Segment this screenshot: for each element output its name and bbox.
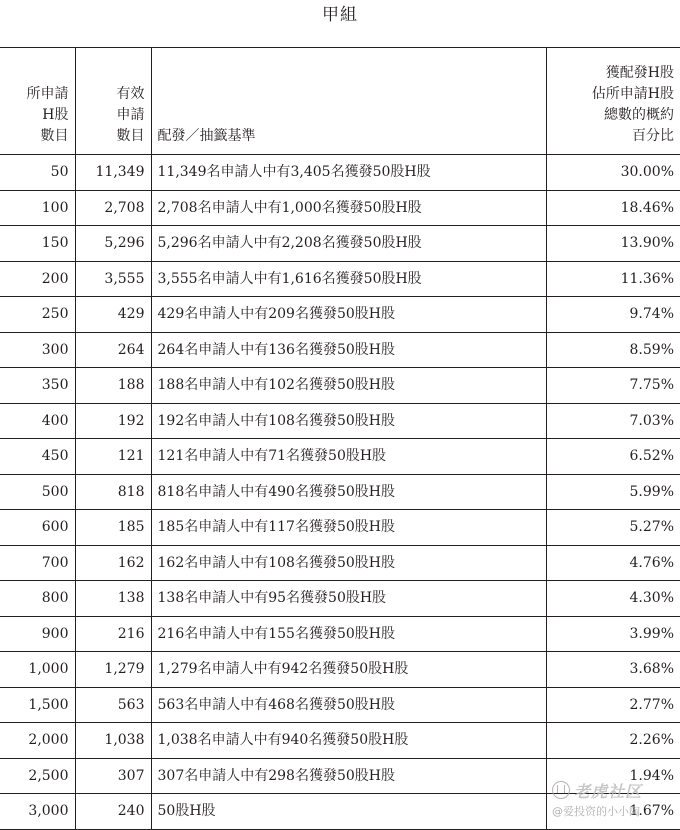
cell-allotment-percentage: 4.30% [546,581,680,617]
cell-shares-applied: 900 [0,616,75,652]
cell-allotment-basis: 138名申請人中有95名獲發50股H股 [151,581,546,617]
cell-allotment-basis: 5,296名申請人中有2,208名獲發50股H股 [151,226,546,262]
table-row [0,332,680,368]
cell-shares-applied: 600 [0,510,75,546]
allotment-table [0,47,680,830]
table-row [0,261,680,297]
table-row [0,510,680,546]
cell-valid-applications: 563 [75,687,151,723]
cell-allotment-percentage: 30.00% [546,155,680,191]
cell-allotment-percentage: 2.26% [546,723,680,759]
cell-valid-applications: 162 [75,545,151,581]
header-allotment-percentage: 獲配發H股 佔所申請H股 總數的概約 百分比 [546,48,680,155]
cell-allotment-basis: 264名申請人中有136名獲發50股H股 [151,332,546,368]
cell-shares-applied: 150 [0,226,75,262]
table-row [0,687,680,723]
cell-shares-applied: 1,500 [0,687,75,723]
cell-allotment-basis: 1,038名申請人中有940名獲發50股H股 [151,723,546,759]
cell-allotment-basis: 429名申請人中有209名獲發50股H股 [151,297,546,333]
cell-valid-applications: 1,279 [75,652,151,688]
cell-valid-applications: 429 [75,297,151,333]
cell-allotment-basis: 216名申請人中有155名獲發50股H股 [151,616,546,652]
table-row [0,723,680,759]
table-row [0,581,680,617]
watermark-user: @爱投资的小小陶 [552,805,640,818]
cell-shares-applied: 700 [0,545,75,581]
table-row [0,297,680,333]
watermark [552,779,670,819]
cell-allotment-percentage: 6.52% [546,439,680,475]
header-allotment-basis: 配發／抽籤基準 [151,48,546,155]
cell-allotment-percentage: 9.74% [546,297,680,333]
cell-allotment-percentage: 8.59% [546,332,680,368]
table-row [0,474,680,510]
cell-allotment-basis: 188名申請人中有102名獲發50股H股 [151,368,546,404]
header-valid-applications: 有效 申請 數目 [75,48,151,155]
table-title: 甲組 [322,5,358,25]
cell-shares-applied: 2,000 [0,723,75,759]
cell-shares-applied: 100 [0,190,75,226]
cell-shares-applied: 350 [0,368,75,404]
cell-valid-applications: 5,296 [75,226,151,262]
cell-allotment-percentage: 7.03% [546,403,680,439]
cell-allotment-percentage: 11.36% [546,261,680,297]
cell-valid-applications: 1,038 [75,723,151,759]
cell-valid-applications: 11,349 [75,155,151,191]
cell-allotment-percentage: 5.99% [546,474,680,510]
cell-allotment-percentage: 7.75% [546,368,680,404]
cell-allotment-percentage: 1.67% [546,794,680,830]
watermark-brand: 老虎社区 [574,782,643,801]
cell-allotment-percentage: 2.77% [546,687,680,723]
table-row [0,226,680,262]
cell-allotment-basis: 563名申請人中有468名獲發50股H股 [151,687,546,723]
table-row [0,616,680,652]
cell-shares-applied: 1,000 [0,652,75,688]
cell-valid-applications: 307 [75,758,151,794]
table-row [0,652,680,688]
table-row [0,155,680,191]
cell-allotment-basis: 50股H股 [151,794,546,830]
cell-allotment-percentage: 1.94% [546,758,680,794]
cell-allotment-basis: 1,279名申請人中有942名獲發50股H股 [151,652,546,688]
table-row [0,545,680,581]
cell-shares-applied: 200 [0,261,75,297]
cell-shares-applied: 400 [0,403,75,439]
cell-allotment-percentage: 18.46% [546,190,680,226]
table-header-row [0,48,680,155]
cell-valid-applications: 121 [75,439,151,475]
cell-allotment-percentage: 5.27% [546,510,680,546]
cell-allotment-percentage: 3.99% [546,616,680,652]
cell-valid-applications: 240 [75,794,151,830]
cell-allotment-basis: 3,555名申請人中有1,616名獲發50股H股 [151,261,546,297]
table-row [0,439,680,475]
cell-allotment-basis: 162名申請人中有108名獲發50股H股 [151,545,546,581]
header-shares-applied: 所申請 H股 數目 [0,48,75,155]
cell-allotment-basis: 192名申請人中有108名獲發50股H股 [151,403,546,439]
cell-allotment-basis: 185名申請人中有117名獲發50股H股 [151,510,546,546]
cell-valid-applications: 185 [75,510,151,546]
cell-valid-applications: 188 [75,368,151,404]
cell-valid-applications: 818 [75,474,151,510]
cell-allotment-basis: 11,349名申請人中有3,405名獲發50股H股 [151,155,546,191]
cell-shares-applied: 50 [0,155,75,191]
cell-shares-applied: 3,000 [0,794,75,830]
cell-shares-applied: 450 [0,439,75,475]
table-row [0,190,680,226]
table-row [0,403,680,439]
cell-valid-applications: 138 [75,581,151,617]
cell-valid-applications: 264 [75,332,151,368]
tiger-logo-icon [552,781,570,799]
cell-valid-applications: 3,555 [75,261,151,297]
cell-allotment-percentage: 4.76% [546,545,680,581]
cell-valid-applications: 192 [75,403,151,439]
cell-shares-applied: 800 [0,581,75,617]
cell-valid-applications: 2,708 [75,190,151,226]
cell-allotment-basis: 2,708名申請人中有1,000名獲發50股H股 [151,190,546,226]
cell-shares-applied: 250 [0,297,75,333]
cell-allotment-percentage: 13.90% [546,226,680,262]
cell-allotment-basis: 307名申請人中有298名獲發50股H股 [151,758,546,794]
cell-shares-applied: 500 [0,474,75,510]
cell-allotment-basis: 121名申請人中有71名獲發50股H股 [151,439,546,475]
cell-shares-applied: 2,500 [0,758,75,794]
cell-valid-applications: 216 [75,616,151,652]
cell-allotment-basis: 818名申請人中有490名獲發50股H股 [151,474,546,510]
cell-allotment-percentage: 3.68% [546,652,680,688]
cell-shares-applied: 300 [0,332,75,368]
table-row [0,368,680,404]
